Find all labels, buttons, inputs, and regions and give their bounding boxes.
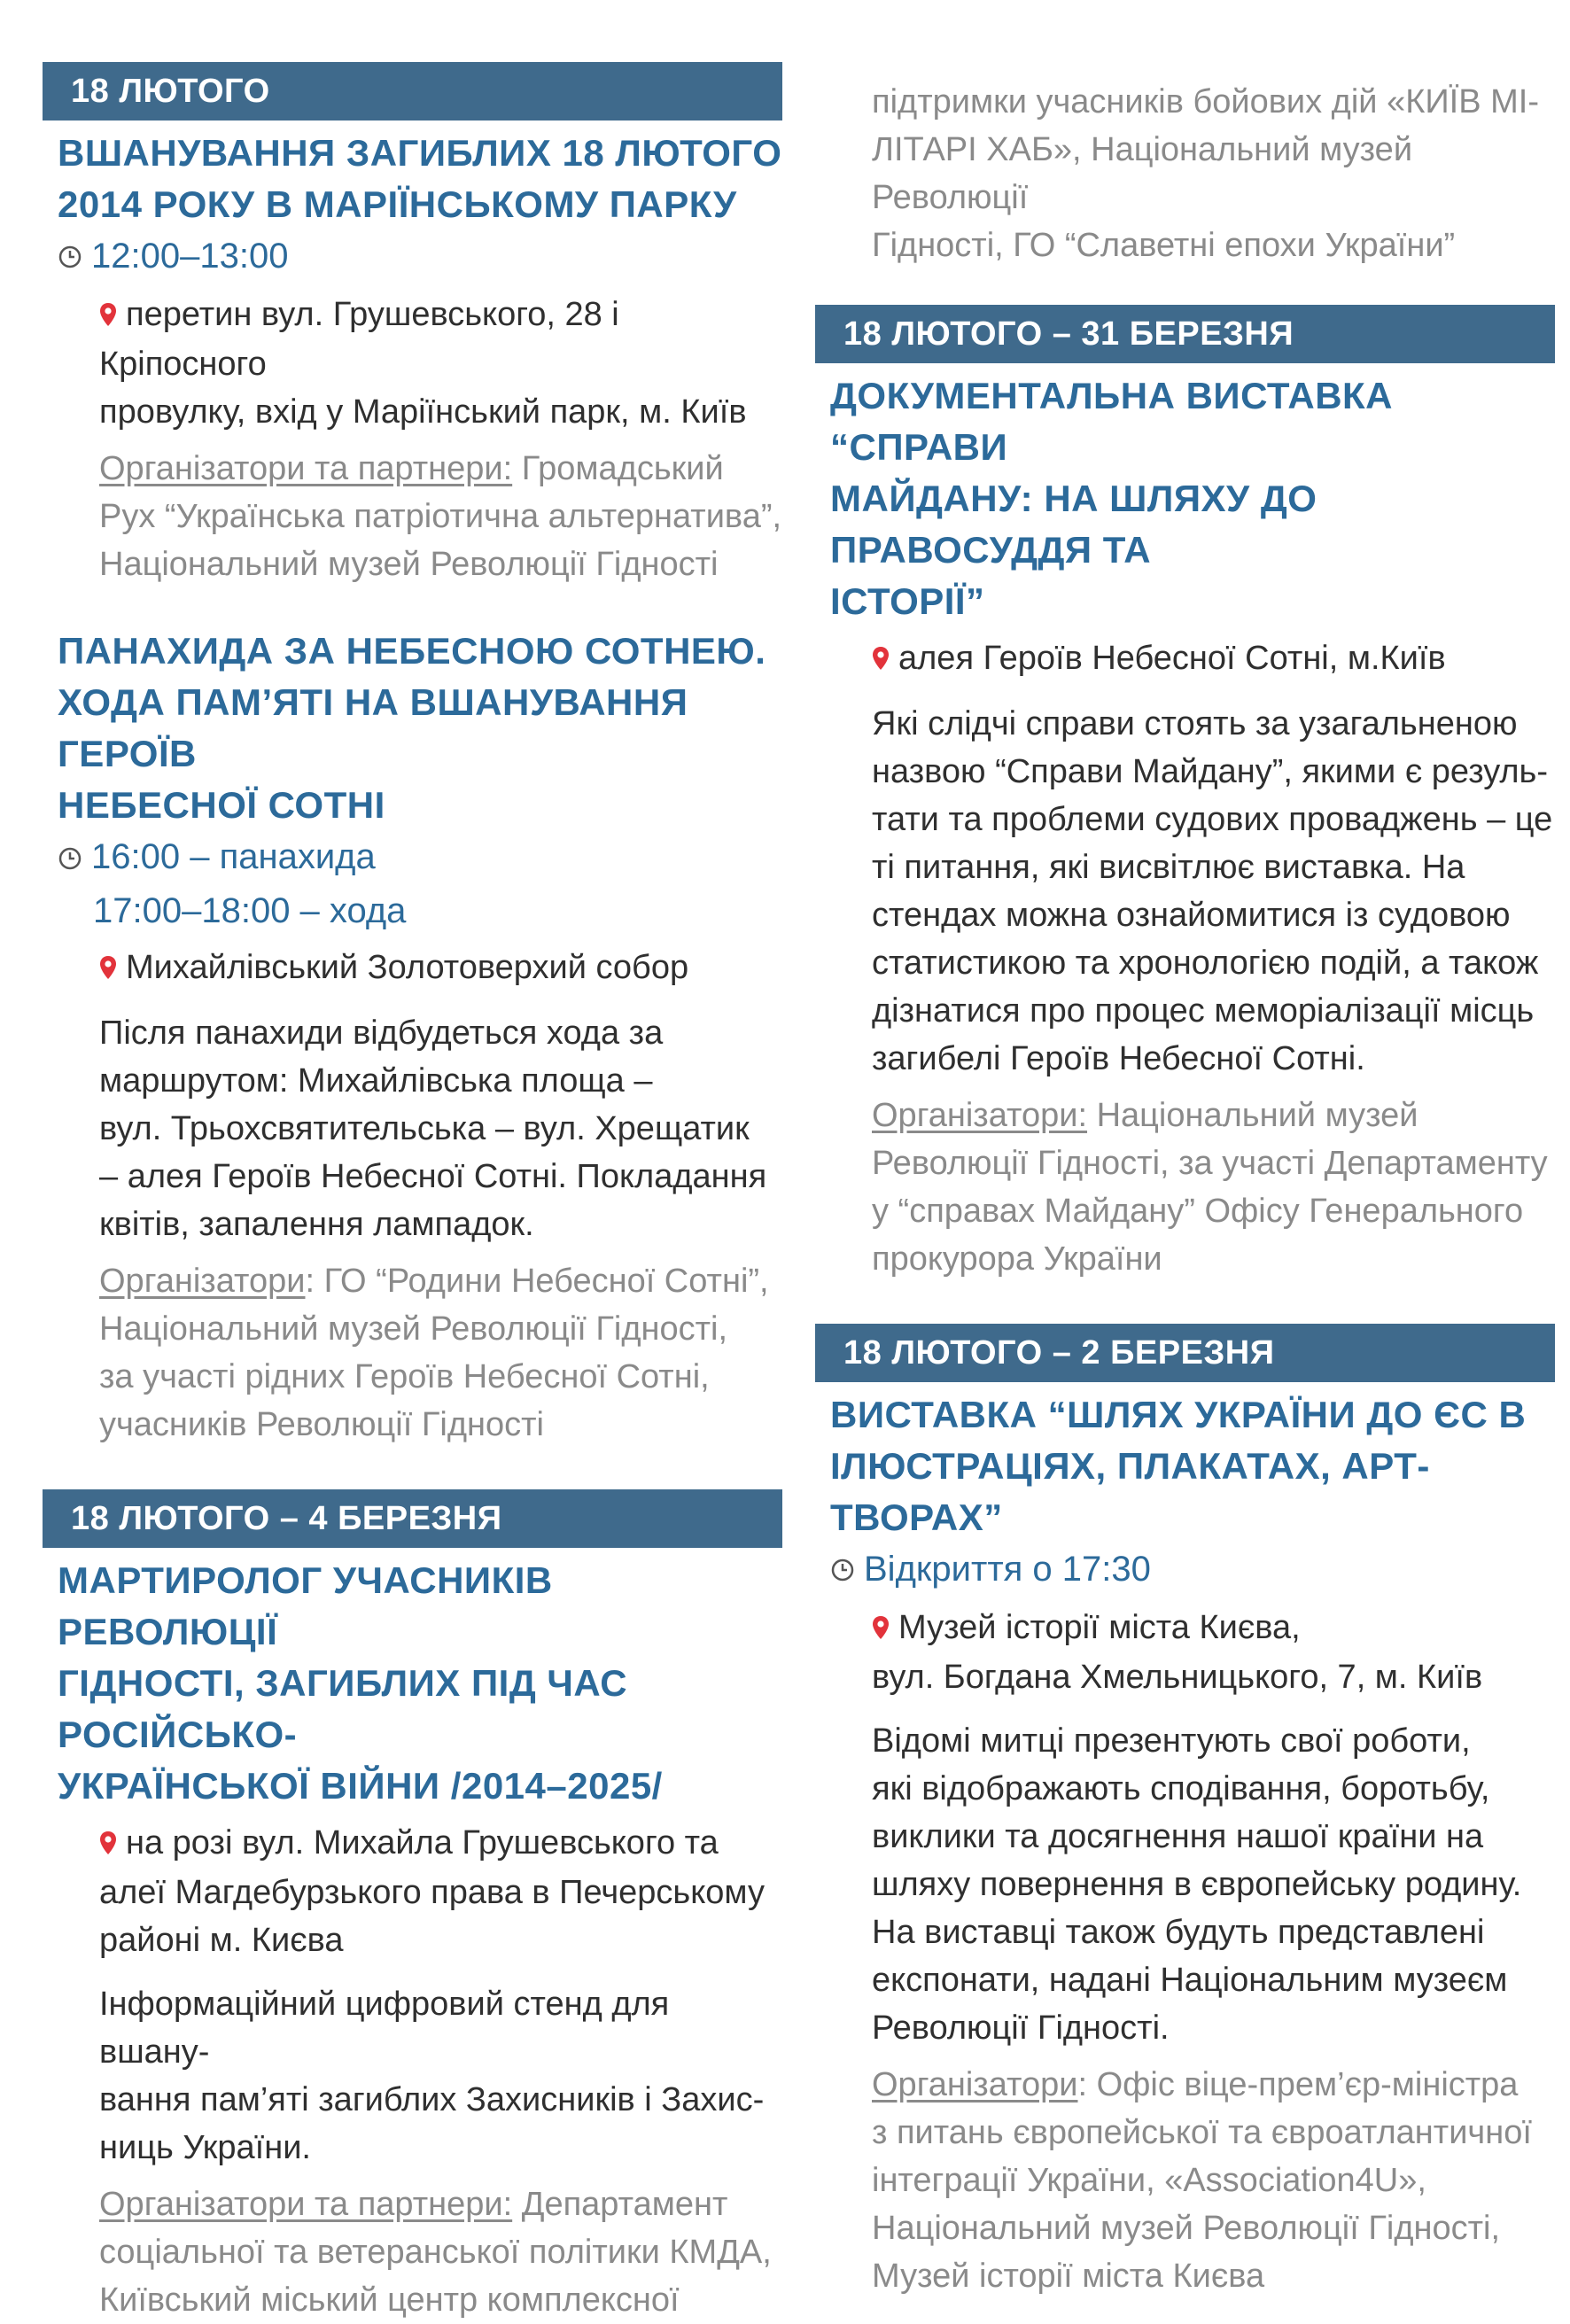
clock-icon: [58, 232, 82, 284]
organizers-label: Організатори:: [872, 1096, 1088, 1134]
right-column: [815, 0, 1555, 2300]
event-time: Відкриття о 17:30: [830, 1543, 1555, 1597]
date-band: 18 ЛЮТОГО – 4 БЕРЕЗНЯ: [43, 1489, 782, 1548]
event-martyrology: [43, 1548, 782, 2324]
event-time: 16:00 – панахида 17:00–18:00 – хода: [58, 831, 782, 936]
event-time: 12:00–13:00: [58, 230, 782, 284]
clock-icon: [830, 1545, 855, 1597]
event-organizers: Організатори: Національний музей Революції Гідності, за участі Департаменту у “справах Майдану” Офісу Генерального прокурора України: [872, 1096, 1548, 1278]
event-description: Які слідчі справи стоять за узагальненою назвою “Справи Майдану”, якими є резуль- тати та проблеми судових проваджень – це ті питання, які висвітлює виставка. На стендах можна ознайомитися із судовою статистикою та хронологією подій, а також дізнатися про процес меморіалізації місць загибелі Героїв Небесної Сотні.: [872, 704, 1553, 1077]
event-location: алея Героїв Небесної Сотні, м.Київ: [872, 634, 1555, 684]
event-location: Михайлівський Золотоверхий собор: [99, 944, 782, 993]
organizers-label: Організатори: [872, 2066, 1078, 2104]
organizers-label: Організатори: [99, 1262, 306, 1300]
organizers-label: Організатори та партнери:: [99, 2185, 513, 2223]
date-band: 18 ЛЮТОГО: [43, 62, 782, 120]
event-description: Інформаційний цифровий стенд для вшану- вання пам’яті загиблих Захисників і Захис- ниць України.: [99, 1985, 765, 2166]
event-organizers: Організатори та партнери: Департамент соціальної та ветеранської політики КМДА, Київський міський центр комплексної: [99, 2185, 772, 2319]
map-pin-icon: [99, 292, 117, 340]
left-column: [43, 0, 782, 2324]
clock-icon: [58, 834, 82, 885]
event-title: ДОКУМЕНТАЛЬНА ВИСТАВКА “СПРАВИ МАЙДАНУ: НА ШЛЯХУ ДО ПРАВОСУДДЯ ТА ІСТОРІЇ”: [830, 375, 1394, 622]
event-location: Музей історії міста Києва, вул. Богдана Хмельницького, 7, м. Київ: [872, 1604, 1555, 1701]
event-title: ВШАНУВАННЯ ЗАГИБЛИХ 18 ЛЮТОГО 2014 РОКУ В МАРІЇНСЬКОМУ ПАРКУ: [58, 132, 782, 225]
date-band: 18 ЛЮТОГО – 31 БЕРЕЗНЯ: [815, 305, 1555, 363]
event-organizers: Організатори: ГО “Родини Небесної Сотні”, Національний музей Революції Гідності, за участі рідних Героїв Небесної Сотні, учасників Революції Гідності: [99, 1262, 769, 1443]
event-organizers: Організатори та партнери: Громадський Рух “Українська патріотична альтернатива”, Національний музей Революції Гідності: [99, 450, 782, 584]
organizers-continuation: підтримки учасників бойових дій «КИЇВ МІ- ЛІТАРІ ХАБ», Національний музей Революції Гідності, ГО “Славетні епохи України”: [872, 83, 1539, 264]
event-organizers: Організатори: Офіс віце-прем’єр-міністра з питань європейської та євроатлантичної інтеграції України, «Association4U», Національний музей Революції Гідності, Музей історії міста Києва: [872, 2066, 1532, 2296]
event-documentary-exhibition: [815, 363, 1555, 1283]
map-pin-icon: [99, 1821, 117, 1869]
map-pin-icon: [872, 1605, 890, 1653]
event-location: перетин вул. Грушевського, 28 і Кріпосного провулку, вхід у Маріїнський парк, м. Київ: [99, 291, 782, 436]
date-band: 18 ЛЮТОГО – 2 БЕРЕЗНЯ: [815, 1324, 1555, 1382]
map-pin-icon: [99, 945, 117, 993]
map-pin-icon: [872, 636, 890, 684]
event-description: Відомі митці презентують свої роботи, які відображають сподівання, боротьбу, виклики та досягнення нашої країни на шляху повернення в європейську родину. На виставці також будуть представлені експонати, надані Національним музеєм Революції Гідності.: [872, 1722, 1522, 2048]
event-description: Після панахиди відбудеться хода за маршрутом: Михайлівська площа – вул. Трьохсвятительська – вул. Хрещатик – алея Героїв Небесної Сотні. Покладання квітів, запалення лампадок.: [99, 1014, 767, 1243]
event-eu-exhibition: [815, 1382, 1555, 2300]
organizers-label: Організатори та партнери:: [99, 450, 513, 488]
event-title: ВИСТАВКА “ШЛЯХ УКРАЇНИ ДО ЄС В ІЛЮСТРАЦІЯХ, ПЛАКАТАХ, АРТ-ТВОРАХ”: [830, 1393, 1527, 1538]
event-title: ПАНАХИДА ЗА НЕБЕСНОЮ СОТНЕЮ. ХОДА ПАМ’ЯТІ НА ВШАНУВАННЯ ГЕРОЇВ НЕБЕСНОЇ СОТНІ: [58, 630, 766, 827]
event-title: МАРТИРОЛОГ УЧАСНИКІВ РЕВОЛЮЦІЇ ГІДНОСТІ, ЗАГИБЛИХ ПІД ЧАС РОСІЙСЬКО- УКРАЇНСЬКОЇ ВІЙНИ /2014–2025/: [58, 1558, 663, 1807]
event-location: на розі вул. Михайла Грушевського та алеї Магдебурзького права в Печерському районі м. Києва: [99, 1819, 782, 1964]
event-memorial-service: [43, 626, 782, 1448]
event-commemoration-mariinsky: [43, 120, 782, 588]
